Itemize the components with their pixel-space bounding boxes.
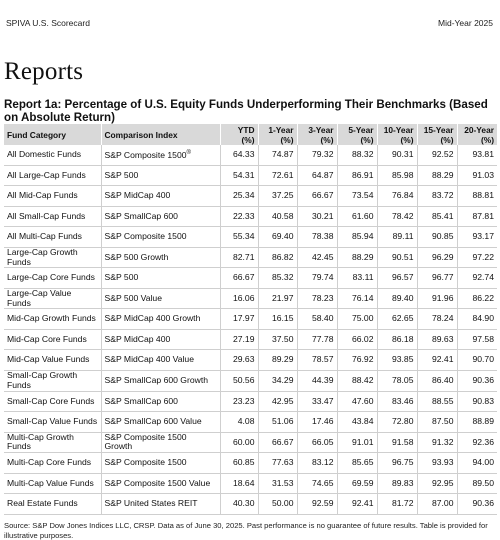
comparison-index-text: S&P Composite 1500 <box>104 149 187 160</box>
fund-category-cell: Large-Cap Growth Funds <box>4 247 101 268</box>
value-cell: 31.53 <box>258 473 297 494</box>
value-cell: 84.90 <box>457 309 497 330</box>
fund-category-cell: Multi-Cap Core Funds <box>4 453 101 474</box>
value-cell: 58.40 <box>297 309 337 330</box>
value-cell: 93.93 <box>417 453 457 474</box>
value-cell: 85.98 <box>377 165 417 186</box>
table-row <box>4 350 497 371</box>
column-header <box>377 124 417 145</box>
fund-category-cell: Small-Cap Value Funds <box>4 412 101 433</box>
fund-category-cell: Mid-Cap Core Funds <box>4 329 101 350</box>
value-cell: 91.96 <box>417 288 457 309</box>
value-cell: 78.38 <box>297 227 337 248</box>
comparison-index-text: S&P Composite 1500 Growth <box>104 431 187 452</box>
page-header <box>6 18 493 28</box>
value-cell: 66.02 <box>337 329 377 350</box>
fund-category-cell: Small-Cap Growth Funds <box>4 371 101 392</box>
column-header-label: 15-Year <box>423 124 454 135</box>
comparison-index-text: S&P 500 Growth <box>104 251 169 262</box>
value-cell: 86.22 <box>457 288 497 309</box>
value-cell: 85.65 <box>337 453 377 474</box>
value-cell: 79.32 <box>297 145 337 165</box>
value-cell: 27.19 <box>220 329 258 350</box>
value-cell: 17.46 <box>297 412 337 433</box>
value-cell: 78.23 <box>297 288 337 309</box>
table-row <box>4 391 497 412</box>
value-cell: 86.82 <box>258 247 297 268</box>
value-cell: 88.29 <box>417 165 457 186</box>
column-header <box>220 124 258 145</box>
fund-category-cell: Mid-Cap Growth Funds <box>4 309 101 330</box>
column-header-unit: (%) <box>440 134 454 145</box>
column-header-label: Comparison Index <box>104 129 178 140</box>
value-cell: 66.67 <box>297 186 337 207</box>
comparison-index-cell <box>101 350 220 371</box>
value-cell: 64.33 <box>220 145 258 165</box>
value-cell: 69.40 <box>258 227 297 248</box>
column-header-unit: (%) <box>480 134 494 145</box>
value-cell: 92.59 <box>297 494 337 515</box>
value-cell: 76.14 <box>337 288 377 309</box>
comparison-index-cell <box>101 412 220 433</box>
comparison-index-text: S&P MidCap 400 <box>104 333 171 344</box>
comparison-index-text: S&P 500 <box>104 272 139 283</box>
value-cell: 92.95 <box>417 473 457 494</box>
table-row <box>4 268 497 289</box>
column-header <box>417 124 457 145</box>
comparison-index-cell <box>101 473 220 494</box>
value-cell: 78.57 <box>297 350 337 371</box>
value-cell: 90.36 <box>457 371 497 392</box>
fund-category-cell: Large-Cap Value Funds <box>4 288 101 309</box>
value-cell: 64.87 <box>297 165 337 186</box>
comparison-index-text: S&P Composite 1500 <box>104 457 187 468</box>
value-cell: 92.41 <box>337 494 377 515</box>
value-cell: 42.45 <box>297 247 337 268</box>
value-cell: 90.83 <box>457 391 497 412</box>
scorecard-name: SPIVA U.S. Scorecard <box>6 18 90 28</box>
table-row <box>4 288 497 309</box>
value-cell: 89.29 <box>258 350 297 371</box>
table-header-row <box>4 124 497 145</box>
table-row <box>4 227 497 248</box>
value-cell: 92.74 <box>457 268 497 289</box>
table-row <box>4 186 497 207</box>
value-cell: 93.81 <box>457 145 497 165</box>
fund-category-cell: Small-Cap Core Funds <box>4 391 101 412</box>
value-cell: 17.97 <box>220 309 258 330</box>
value-cell: 88.29 <box>337 247 377 268</box>
value-cell: 86.91 <box>337 165 377 186</box>
value-cell: 93.85 <box>377 350 417 371</box>
value-cell: 92.36 <box>457 432 497 453</box>
value-cell: 55.34 <box>220 227 258 248</box>
comparison-index-cell <box>101 247 220 268</box>
table-row <box>4 453 497 474</box>
fund-category-cell: All Small-Cap Funds <box>4 206 101 227</box>
value-cell: 40.30 <box>220 494 258 515</box>
fund-category-cell: Multi-Cap Value Funds <box>4 473 101 494</box>
column-header-unit: (%) <box>241 134 255 145</box>
value-cell: 90.51 <box>377 247 417 268</box>
value-cell: 87.81 <box>457 206 497 227</box>
comparison-index-cell <box>101 145 220 165</box>
value-cell: 60.00 <box>220 432 258 453</box>
column-header-unit: (%) <box>320 134 334 145</box>
column-header <box>258 124 297 145</box>
column-header <box>337 124 377 145</box>
value-cell: 93.17 <box>457 227 497 248</box>
value-cell: 89.11 <box>377 227 417 248</box>
comparison-index-text: S&P SmallCap 600 Growth <box>104 375 208 386</box>
value-cell: 96.77 <box>417 268 457 289</box>
comparison-index-cell <box>101 309 220 330</box>
value-cell: 72.80 <box>377 412 417 433</box>
value-cell: 90.36 <box>457 494 497 515</box>
value-cell: 83.12 <box>297 453 337 474</box>
table-row <box>4 206 497 227</box>
value-cell: 66.05 <box>297 432 337 453</box>
column-header <box>4 124 101 145</box>
table-row <box>4 473 497 494</box>
value-cell: 86.18 <box>377 329 417 350</box>
comparison-index-cell <box>101 371 220 392</box>
column-header-label: 3-Year <box>308 124 334 135</box>
table-row <box>4 329 497 350</box>
value-cell: 90.85 <box>417 227 457 248</box>
value-cell: 76.92 <box>337 350 377 371</box>
value-cell: 91.01 <box>337 432 377 453</box>
column-header <box>101 124 220 145</box>
comparison-index-cell <box>101 494 220 515</box>
value-cell: 34.29 <box>258 371 297 392</box>
column-header-label: 1-Year <box>268 124 294 135</box>
comparison-index-text: S&P 500 Value <box>104 292 162 303</box>
table-row <box>4 165 497 186</box>
column-header-label: 5-Year <box>348 124 374 135</box>
page-title: Reports <box>4 58 84 85</box>
column-header-unit: (%) <box>280 134 294 145</box>
value-cell: 90.70 <box>457 350 497 371</box>
table-row <box>4 371 497 392</box>
value-cell: 22.33 <box>220 206 258 227</box>
comparison-index-text: S&P SmallCap 600 Value <box>104 416 202 427</box>
value-cell: 96.75 <box>377 453 417 474</box>
value-cell: 91.58 <box>377 432 417 453</box>
value-cell: 87.00 <box>417 494 457 515</box>
value-cell: 4.08 <box>220 412 258 433</box>
value-cell: 76.84 <box>377 186 417 207</box>
value-cell: 92.41 <box>417 350 457 371</box>
value-cell: 29.63 <box>220 350 258 371</box>
value-cell: 96.29 <box>417 247 457 268</box>
column-header-label: 10-Year <box>383 124 414 135</box>
value-cell: 37.25 <box>258 186 297 207</box>
value-cell: 79.74 <box>297 268 337 289</box>
value-cell: 75.00 <box>337 309 377 330</box>
value-cell: 62.65 <box>377 309 417 330</box>
comparison-index-text: S&P MidCap 400 Growth <box>104 313 201 324</box>
value-cell: 85.41 <box>417 206 457 227</box>
report-period: Mid-Year 2025 <box>438 18 493 28</box>
value-cell: 23.23 <box>220 391 258 412</box>
comparison-index-text: S&P Composite 1500 Value <box>104 477 211 488</box>
value-cell: 77.63 <box>258 453 297 474</box>
value-cell: 69.59 <box>337 473 377 494</box>
value-cell: 89.63 <box>417 329 457 350</box>
column-header-label: Fund Category <box>7 129 67 140</box>
comparison-index-text: S&P Composite 1500 <box>104 231 187 242</box>
table-row <box>4 412 497 433</box>
value-cell: 97.22 <box>457 247 497 268</box>
column-header-label: YTD <box>237 124 255 135</box>
value-cell: 88.55 <box>417 391 457 412</box>
value-cell: 78.05 <box>377 371 417 392</box>
source-footnote: Source: S&P Dow Jones Indices LLC, CRSP. Data as of June 30, 2025. Past performance is no guarantee of future results. Table is provided for illustrative purposes. <box>4 521 488 540</box>
value-cell: 87.50 <box>417 412 457 433</box>
value-cell: 88.42 <box>337 371 377 392</box>
value-cell: 33.47 <box>297 391 337 412</box>
comparison-index-text: S&P MidCap 400 <box>104 190 171 201</box>
fund-category-cell: Mid-Cap Value Funds <box>4 350 101 371</box>
value-cell: 16.06 <box>220 288 258 309</box>
value-cell: 83.11 <box>337 268 377 289</box>
value-cell: 61.60 <box>337 206 377 227</box>
value-cell: 94.00 <box>457 453 497 474</box>
value-cell: 91.32 <box>417 432 457 453</box>
value-cell: 37.50 <box>258 329 297 350</box>
value-cell: 47.60 <box>337 391 377 412</box>
comparison-index-cell <box>101 227 220 248</box>
value-cell: 18.64 <box>220 473 258 494</box>
value-cell: 85.94 <box>337 227 377 248</box>
column-header-unit: (%) <box>360 134 374 145</box>
fund-category-cell: Large-Cap Core Funds <box>4 268 101 289</box>
value-cell: 74.87 <box>258 145 297 165</box>
value-cell: 96.57 <box>377 268 417 289</box>
value-cell: 42.95 <box>258 391 297 412</box>
comparison-index-cell <box>101 432 220 453</box>
value-cell: 50.56 <box>220 371 258 392</box>
table-row <box>4 432 497 453</box>
value-cell: 50.00 <box>258 494 297 515</box>
value-cell: 78.42 <box>377 206 417 227</box>
value-cell: 97.58 <box>457 329 497 350</box>
fund-category-cell: All Mid-Cap Funds <box>4 186 101 207</box>
value-cell: 77.78 <box>297 329 337 350</box>
value-cell: 85.32 <box>258 268 297 289</box>
value-cell: 89.83 <box>377 473 417 494</box>
fund-category-cell: All Large-Cap Funds <box>4 165 101 186</box>
value-cell: 60.85 <box>220 453 258 474</box>
table-body <box>4 145 497 514</box>
fund-category-cell: Real Estate Funds <box>4 494 101 515</box>
comparison-index-cell <box>101 329 220 350</box>
table-row <box>4 145 497 165</box>
column-header <box>457 124 497 145</box>
registered-mark: ® <box>186 150 191 157</box>
report-title: Report 1a: Percentage of U.S. Equity Funds Underperforming Their Benchmarks (Based on Absolute Return) <box>4 98 488 124</box>
value-cell: 89.40 <box>377 288 417 309</box>
comparison-index-text: S&P United States REIT <box>104 498 198 509</box>
table-row <box>4 309 497 330</box>
comparison-index-text: S&P SmallCap 600 <box>104 395 178 406</box>
value-cell: 88.81 <box>457 186 497 207</box>
value-cell: 78.24 <box>417 309 457 330</box>
value-cell: 74.65 <box>297 473 337 494</box>
value-cell: 90.31 <box>377 145 417 165</box>
comparison-index-cell <box>101 165 220 186</box>
value-cell: 91.03 <box>457 165 497 186</box>
comparison-index-cell <box>101 206 220 227</box>
comparison-index-cell <box>101 391 220 412</box>
value-cell: 72.61 <box>258 165 297 186</box>
value-cell: 21.97 <box>258 288 297 309</box>
underperformance-table <box>4 124 497 515</box>
value-cell: 40.58 <box>258 206 297 227</box>
value-cell: 88.89 <box>457 412 497 433</box>
value-cell: 16.15 <box>258 309 297 330</box>
value-cell: 83.46 <box>377 391 417 412</box>
value-cell: 30.21 <box>297 206 337 227</box>
value-cell: 54.31 <box>220 165 258 186</box>
fund-category-cell: All Multi-Cap Funds <box>4 227 101 248</box>
value-cell: 51.06 <box>258 412 297 433</box>
value-cell: 89.50 <box>457 473 497 494</box>
value-cell: 25.34 <box>220 186 258 207</box>
value-cell: 92.52 <box>417 145 457 165</box>
value-cell: 82.71 <box>220 247 258 268</box>
value-cell: 73.54 <box>337 186 377 207</box>
value-cell: 44.39 <box>297 371 337 392</box>
table-row <box>4 247 497 268</box>
value-cell: 66.67 <box>220 268 258 289</box>
column-header-unit: (%) <box>400 134 414 145</box>
value-cell: 66.67 <box>258 432 297 453</box>
comparison-index-cell <box>101 268 220 289</box>
value-cell: 81.72 <box>377 494 417 515</box>
column-header <box>297 124 337 145</box>
comparison-index-cell <box>101 453 220 474</box>
comparison-index-text: S&P SmallCap 600 <box>104 210 178 221</box>
column-header-label: 20-Year <box>464 124 494 135</box>
comparison-index-text: S&P 500 <box>104 169 139 180</box>
table-row <box>4 494 497 515</box>
comparison-index-cell <box>101 186 220 207</box>
value-cell: 86.40 <box>417 371 457 392</box>
value-cell: 83.72 <box>417 186 457 207</box>
value-cell: 43.84 <box>337 412 377 433</box>
comparison-index-text: S&P MidCap 400 Value <box>104 354 194 365</box>
comparison-index-cell <box>101 288 220 309</box>
fund-category-cell: All Domestic Funds <box>4 145 101 165</box>
fund-category-cell: Multi-Cap Growth Funds <box>4 432 101 453</box>
value-cell: 88.32 <box>337 145 377 165</box>
